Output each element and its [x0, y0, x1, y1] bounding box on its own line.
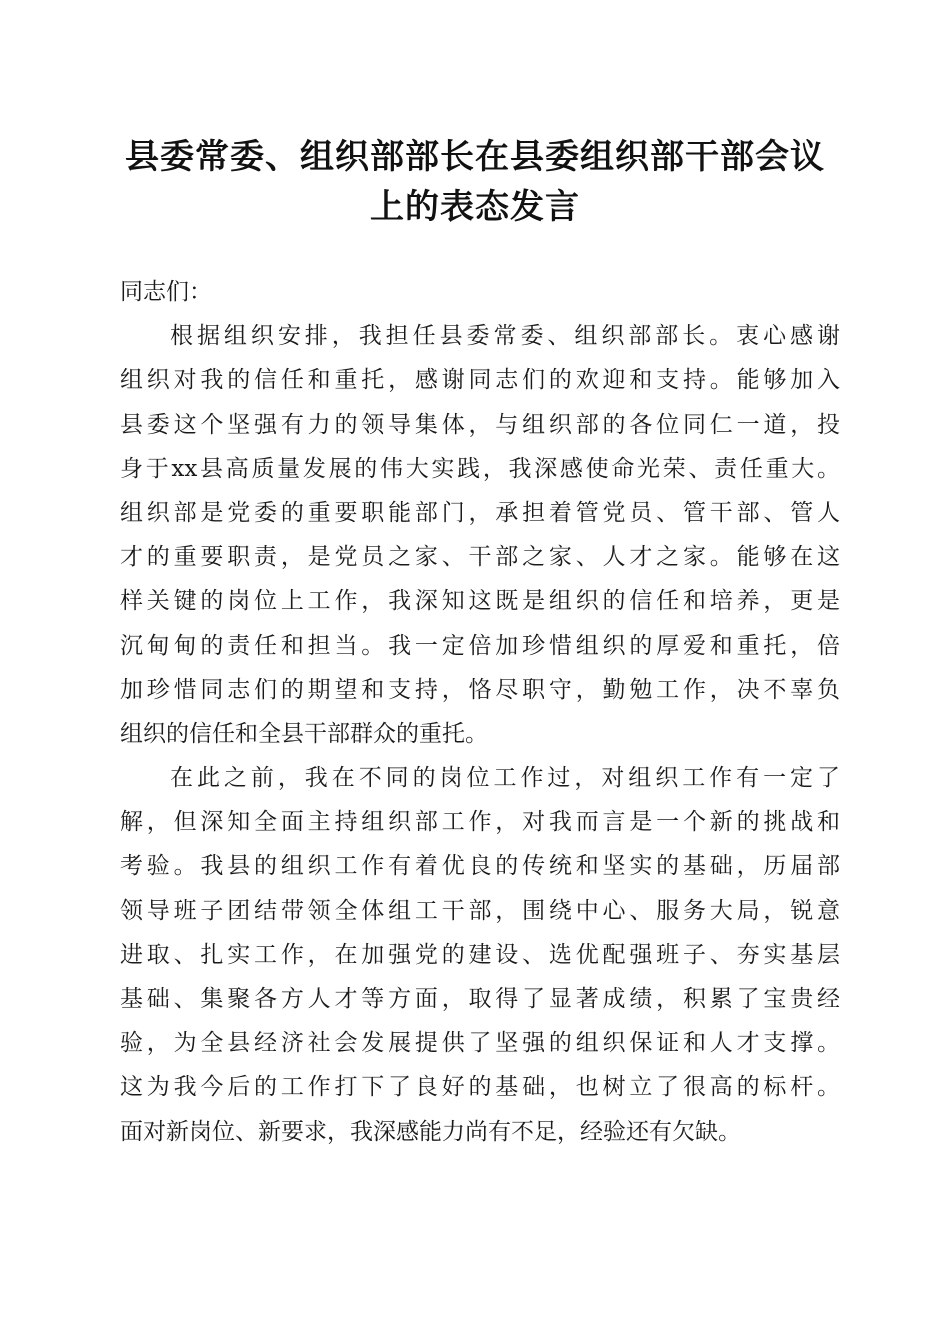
document-title — [100, 132, 850, 232]
paragraph-line: 考验。我县的组织工作有着优良的传统和坚实的基础，历届部 — [120, 853, 840, 880]
paragraph-line: 组织的信任和全县干部群众的重托。 — [120, 720, 488, 747]
paragraph-line: 在此之前，我在不同的岗位工作过，对组织工作有一定了 — [170, 765, 840, 792]
paragraph-line: 进取、扎实工作，在加强党的建设、选优配强班子、夯实基层 — [120, 941, 840, 968]
title-line-2: 上的表态发言 — [370, 187, 580, 227]
paragraph-line: 基础、集聚各方人才等方面，取得了显著成绩，积累了宝贵经 — [120, 986, 840, 1012]
paragraph-line: 根据组织安排，我担任县委常委、组织部部长。衷心感谢 — [170, 323, 840, 350]
paragraph-line: 加珍惜同志们的期望和支持，恪尽职守，勤勉工作，决不辜负 — [120, 676, 840, 703]
paragraph-line: 面对新岗位、新要求，我深感能力尚有不足，经验还有欠缺。 — [120, 1118, 741, 1145]
title-line-1: 县委常委、组织部部长在县委组织部干部会议 — [125, 137, 825, 177]
paragraph-1 — [120, 314, 840, 756]
paragraph-line: 才的重要职责，是党员之家、干部之家、人才之家。能够在这 — [120, 544, 840, 571]
salutation: 同志们： — [120, 279, 212, 305]
paragraph-line: 样关键的岗位上工作，我深知这既是组织的信任和培养，更是 — [120, 588, 840, 615]
paragraph-line: 验，为全县经济社会发展提供了坚强的组织保证和人才支撑。 — [120, 1030, 840, 1057]
paragraph-2 — [120, 756, 840, 1154]
paragraph-line: 县委这个坚强有力的领导集体，与组织部的各位同仁一道，投 — [120, 411, 840, 438]
document-body — [120, 270, 840, 1154]
paragraph-line: 这为我今后的工作打下了良好的基础，也树立了很高的标杆。 — [120, 1074, 840, 1101]
paragraph-line: 身于xx县高质量发展的伟大实践，我深感使命光荣、责任重大。 — [120, 455, 840, 482]
paragraph-line: 组织部是党委的重要职能部门，承担着管党员、管干部、管人 — [120, 499, 840, 526]
paragraph-line: 解，但深知全面主持组织部工作，对我而言是一个新的挑战和 — [120, 809, 840, 836]
paragraph-line: 组织对我的信任和重托，感谢同志们的欢迎和支持。能够加入 — [120, 367, 840, 394]
paragraph-line: 领导班子团结带领全体组工干部，围绕中心、服务大局，锐意 — [120, 897, 840, 924]
paragraph-line: 沉甸甸的责任和担当。我一定倍加珍惜组织的厚爱和重托，倍 — [120, 632, 840, 659]
